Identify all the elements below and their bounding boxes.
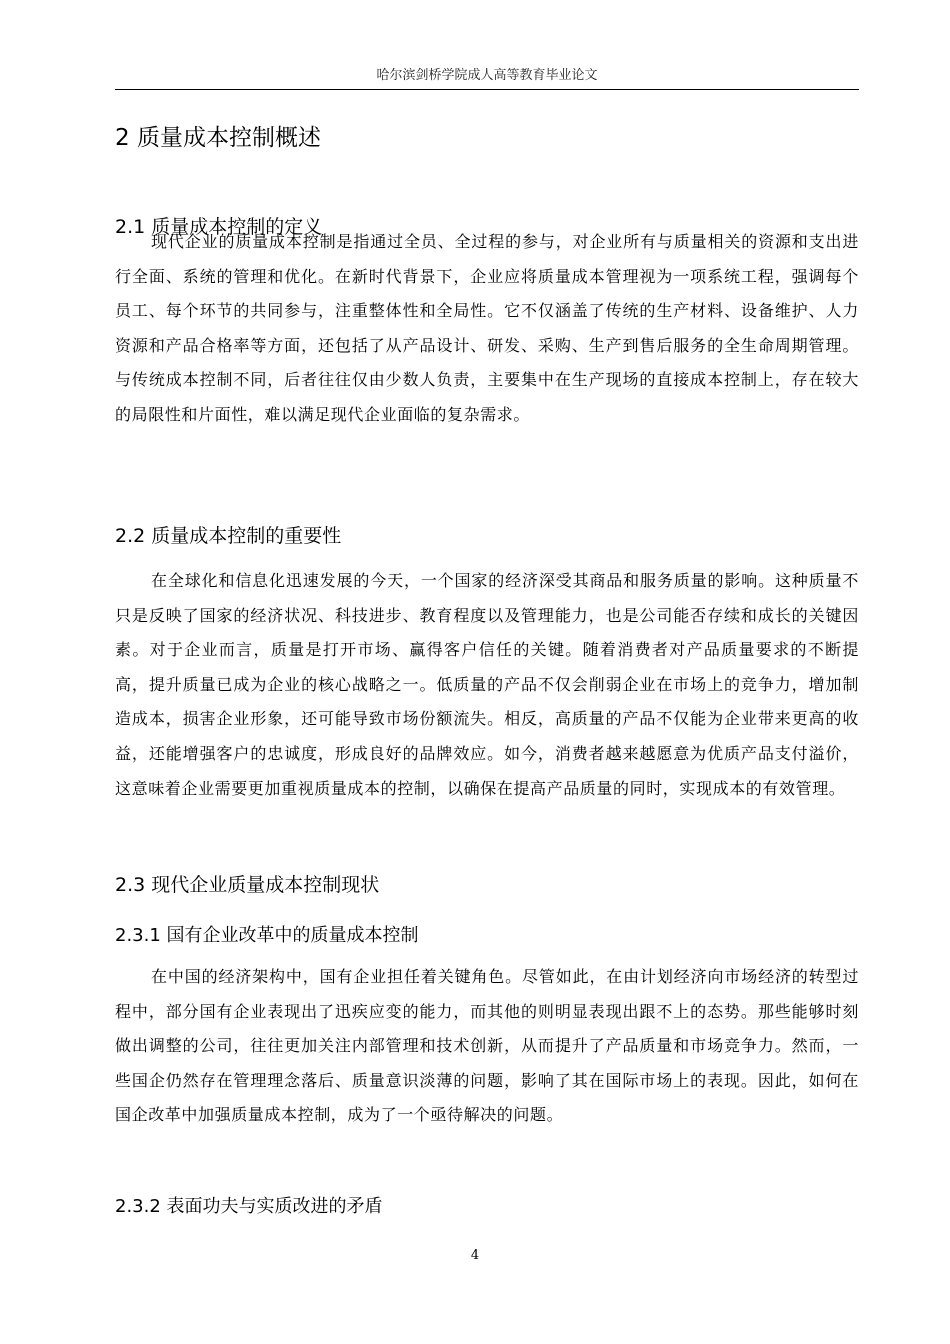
section-2-3-1-paragraph: 在中国的经济架构中，国有企业担任着关键角色。尽管如此，在由计划经济向市场经济的转型过程中，部分国有企业表现出了迅疾应变的能力，而其他的则明显表现出跟不上的态势。那些能够时刻做出调整的公司，往往更加关注内部管理和技术创新，从而提升了产品质量和市场竞争力。然而，一些国企仍然存在管理理念落后、质量意识淡薄的问题，影响了其在国际市场上的表现。因此，如何在国企改革中加强质量成本控制，成为了一个亟待解决的问题。 — [115, 967, 859, 1125]
section-2-3-1-heading: 2.3.1 国有企业改革中的质量成本控制 — [115, 925, 419, 946]
header-title: 哈尔滨剑桥学院成人高等教育毕业论文 — [376, 68, 598, 83]
section-2-1-heading: 2.1 质量成本控制的定义 — [115, 216, 323, 238]
page-number: 4 — [470, 1248, 480, 1263]
section-2-1-paragraph: 现代企业的质量成本控制是指通过全员、全过程的参与，对企业所有与质量相关的资源和支出进行全面、系统的管理和优化。在新时代背景下，企业应将质量成本管理视为一项系统工程，强调每个员工、每个环节的共同参与，注重整体性和全局性。它不仅涵盖了传统的生产材料、设备维护、人力资源和产品合格率等方面，还包括了从产品设计、研发、采购、生产到售后服务的全生命周期管理。与传统成本控制不同，后者往往仅由少数人负责，主要集中在生产现场的直接成本控制上，存在较大的局限性和片面性，难以满足现代企业面临的复杂需求。 — [115, 232, 859, 424]
section-2-2-heading: 2.2 质量成本控制的重要性 — [115, 525, 342, 547]
section-2-3-heading: 2.3 现代企业质量成本控制现状 — [115, 874, 380, 896]
page-header — [115, 68, 859, 90]
section-2-2-paragraph: 在全球化和信息化迅速发展的今天，一个国家的经济深受其商品和服务质量的影响。这种质量不只是反映了国家的经济状况、科技进步、教育程度以及管理能力，也是公司能否存续和成长的关键因素。对于企业而言，质量是打开市场、赢得客户信任的关键。随着消费者对产品质量要求的不断提高，提升质量已成为企业的核心战略之一。低质量的产品不仅会削弱企业在市场上的竞争力，增加制造成本，损害企业形象，还可能导致市场份额流失。相反，高质量的产品不仅能为企业带来更高的收益，还能增强客户的忠诚度，形成良好的品牌效应。如今，消费者越来越愿意为优质产品支付溢价，这意味着企业需要更加重视质量成本的控制，以确保在提高产品质量的同时，实现成本的有效管理。 — [115, 571, 859, 798]
chapter-title: 2 质量成本控制概述 — [115, 125, 321, 151]
section-2-3-2-heading: 2.3.2 表面功夫与实质改进的矛盾 — [115, 1196, 383, 1217]
